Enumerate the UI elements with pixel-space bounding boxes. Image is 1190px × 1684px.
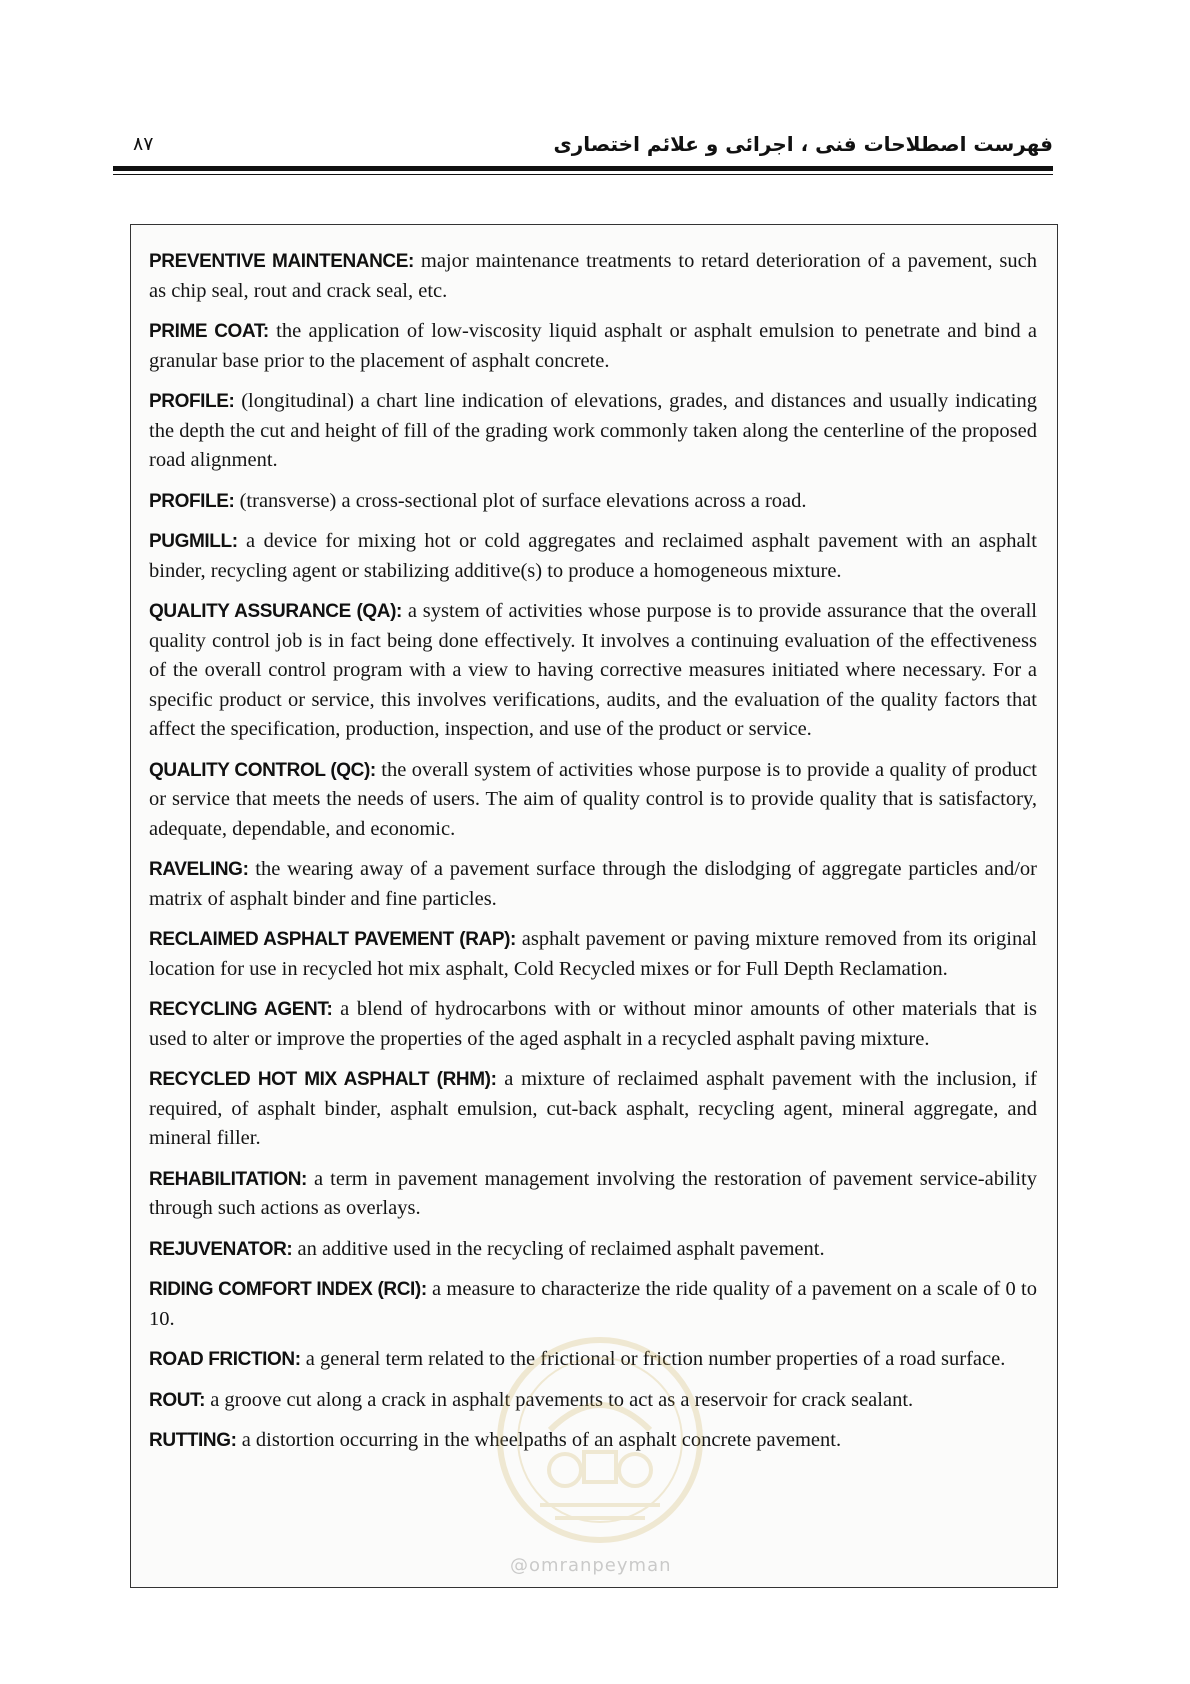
entry-term: REHABILITATION:: [149, 1168, 307, 1190]
glossary-entry: [149, 1345, 1037, 1375]
entry-term: RUTTING:: [149, 1430, 237, 1451]
entry-definition: a measure to characterize the ride quality of a pavement on a scale of 0 to 10.: [149, 1278, 1037, 1330]
glossary-entry: [149, 925, 1037, 984]
entry-definition: (transverse) a cross-sectional plot of surface elevations across a road.: [234, 489, 807, 512]
glossary-entry: [149, 317, 1037, 376]
glossary-box: [130, 224, 1058, 1588]
entry-definition: the application of low-viscosity liquid asphalt or asphalt emulsion to penetrate and bind a granular base prior to the placement of asphalt concrete.: [149, 320, 1037, 372]
glossary-entry: [149, 855, 1037, 914]
entry-term: RECLAIMED ASPHALT PAVEMENT (RAP):: [149, 929, 516, 950]
glossary-entry: [149, 756, 1037, 845]
entry-definition: a device for mixing hot or cold aggregates and reclaimed asphalt pavement with an asphalt binder, recycling agent or stabilizing additive(s) to produce a homogeneous mixture.: [149, 530, 1037, 582]
running-title: فهرست اصطلاحات فنی ، اجرائی و علائم اختصاری: [553, 132, 1053, 156]
glossary-entry: [149, 597, 1037, 745]
glossary-entry: [149, 995, 1037, 1054]
entry-term: RIDING COMFORT INDEX (RCI):: [149, 1279, 427, 1300]
glossary-entry: [149, 247, 1037, 306]
glossary-entry: [149, 1235, 1037, 1265]
entry-term: ROAD FRICTION:: [149, 1349, 301, 1370]
glossary-entry: [149, 487, 1037, 517]
page-header: [113, 130, 1053, 168]
entry-definition: a system of activities whose purpose is to provide assurance that the overall quality control job is in fact being done effectively. It involves a continuing evaluation of the effectiveness of the overall control program with a view to having corrective measures initiated where necessary. For a specific product or service, this involves verifications, audits, and the evaluation of the quality factors that affect the specification, production, inspection, and use of the product or service.: [149, 600, 1037, 740]
glossary-entry: [149, 1275, 1037, 1334]
entry-term: REJUVENATOR:: [149, 1238, 293, 1260]
entry-definition: the wearing away of a pavement surface through the dislodging of aggregate particles and/or matrix of asphalt binder and fine particles.: [149, 858, 1037, 910]
entry-definition: a mixture of reclaimed asphalt pavement with the inclusion, if required, of asphalt binder, asphalt emulsion, cut-back asphalt, recycling agent, mineral aggregate, and mineral filler.: [149, 1068, 1037, 1149]
entry-definition: (longitudinal) a chart line indication of elevations, grades, and distances and usually indicating the depth the cut and height of fill of the grading work commonly taken along the centerline of the proposed road alignment.: [149, 390, 1037, 471]
glossary-entry: [149, 1165, 1037, 1224]
entry-term: QUALITY ASSURANCE (QA):: [149, 601, 402, 622]
entry-term: PRIME COAT:: [149, 321, 269, 342]
entry-term: RECYCLED HOT MIX ASPHALT (RHM):: [149, 1069, 497, 1090]
entry-term: RECYCLING AGENT:: [149, 999, 333, 1020]
glossary-entry: [149, 1426, 1037, 1456]
entry-term: PROFILE:: [149, 391, 235, 412]
entry-term: RAVELING:: [149, 859, 249, 880]
entry-term: QUALITY CONTROL (QC):: [149, 759, 376, 781]
entry-definition: a distortion occurring in the wheelpaths of an asphalt concrete pavement.: [236, 1429, 842, 1451]
entry-definition: an additive used in the recycling of reclaimed asphalt pavement.: [292, 1237, 825, 1260]
entry-definition: the overall system of activities whose purpose is to provide a quality of product or service that meets the needs of users. The aim of quality control is to provide quality that is satisfactory, adequate, dependable, and economic.: [149, 758, 1037, 840]
entry-definition: major maintenance treatments to retard deterioration of a pavement, such as chip seal, rout and crack seal, etc.: [149, 250, 1037, 302]
entry-term: ROUT:: [149, 1389, 206, 1411]
entry-definition: a term in pavement management involving the restoration of pavement service-ability through such actions as overlays.: [149, 1167, 1037, 1219]
entry-term: PREVENTIVE MAINTENANCE:: [149, 251, 414, 272]
glossary-entry: [149, 527, 1037, 586]
entry-definition: asphalt pavement or paving mixture removed from its original location for use in recycled hot mix asphalt, Cold Recycled mixes or for Full Depth Reclamation.: [149, 928, 1037, 980]
entry-definition: a groove cut along a crack in asphalt pavements to act as a reservoir for crack sealant.: [205, 1388, 914, 1411]
header-rule-thin: [113, 174, 1053, 175]
watermark-handle: @omranpeyman: [510, 1555, 672, 1576]
glossary-entry: [149, 1386, 1037, 1416]
header-rule-thick: [113, 166, 1053, 171]
entry-term: PUGMILL:: [149, 531, 238, 552]
glossary-entry: [149, 387, 1037, 476]
glossary-entry: [149, 1065, 1037, 1154]
entry-definition: a blend of hydrocarbons with or without minor amounts of other materials that is used to alter or improve the properties of the aged asphalt in a recycled asphalt paving mixture.: [149, 998, 1037, 1050]
entry-term: PROFILE:: [149, 490, 235, 512]
entry-definition: a general term related to the frictional or friction number properties of a road surface.: [300, 1348, 1006, 1370]
page-number: ۸۷: [133, 133, 154, 155]
